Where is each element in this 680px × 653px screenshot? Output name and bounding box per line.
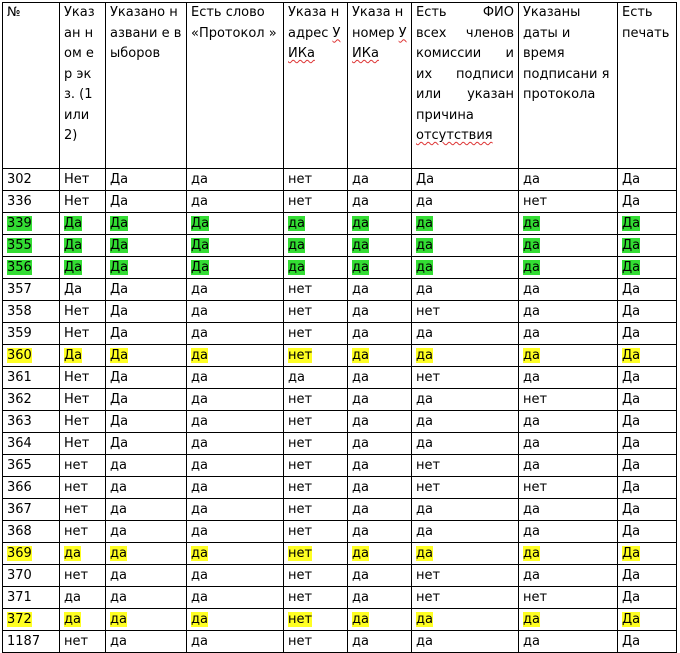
cell-election-name: Да: [106, 345, 187, 367]
cell-uik-number: да: [348, 389, 412, 411]
cell-uik-address: нет: [284, 301, 348, 323]
cell-election-name: да: [106, 543, 187, 565]
cell-protocol-word: Да: [187, 235, 284, 257]
cell-uik-address: нет: [284, 499, 348, 521]
cell-signing-date: да: [519, 609, 618, 631]
cell-uik-number: да: [348, 587, 412, 609]
cell-election-name: Да: [106, 279, 187, 301]
cell-election-name: Да: [106, 433, 187, 455]
cell-seal: Да: [618, 279, 677, 301]
header-seal: Есть печать: [618, 3, 677, 169]
header-members-signatures: Есть ФИО всех членов комиссии и их подписи или указан причина отсутствия: [412, 3, 519, 169]
cell-seal: Да: [618, 213, 677, 235]
cell-members-signatures: нет: [412, 367, 519, 389]
cell-copy-number: да: [60, 587, 106, 609]
cell-number: 359: [3, 323, 60, 345]
table-row: [3, 169, 677, 191]
cell-uik-number: да: [348, 609, 412, 631]
cell-signing-date: нет: [519, 191, 618, 213]
cell-number: 356: [3, 257, 60, 279]
cell-protocol-word: Да: [187, 257, 284, 279]
cell-number: 363: [3, 411, 60, 433]
cell-number: 336: [3, 191, 60, 213]
cell-signing-date: да: [519, 411, 618, 433]
cell-uik-address: да: [284, 257, 348, 279]
table-row: [3, 213, 677, 235]
cell-uik-address: нет: [284, 543, 348, 565]
cell-signing-date: да: [519, 257, 618, 279]
cell-uik-address: нет: [284, 345, 348, 367]
cell-uik-address: нет: [284, 609, 348, 631]
cell-uik-number: да: [348, 213, 412, 235]
cell-copy-number: да: [60, 609, 106, 631]
cell-copy-number: Нет: [60, 367, 106, 389]
cell-protocol-word: да: [187, 389, 284, 411]
cell-uik-address: нет: [284, 169, 348, 191]
cell-members-signatures: да: [412, 411, 519, 433]
cell-election-name: да: [106, 455, 187, 477]
cell-uik-number: да: [348, 543, 412, 565]
cell-number: 368: [3, 521, 60, 543]
cell-copy-number: Да: [60, 279, 106, 301]
cell-election-name: Да: [106, 213, 187, 235]
cell-uik-number: да: [348, 301, 412, 323]
table-row: [3, 191, 677, 213]
cell-copy-number: нет: [60, 631, 106, 653]
cell-uik-number: да: [348, 345, 412, 367]
cell-uik-address: нет: [284, 389, 348, 411]
cell-copy-number: Нет: [60, 411, 106, 433]
cell-uik-address: нет: [284, 323, 348, 345]
cell-uik-number: да: [348, 565, 412, 587]
cell-number: 365: [3, 455, 60, 477]
cell-uik-number: да: [348, 521, 412, 543]
cell-members-signatures: нет: [412, 565, 519, 587]
cell-signing-date: нет: [519, 477, 618, 499]
cell-number: 361: [3, 367, 60, 389]
cell-number: 364: [3, 433, 60, 455]
cell-seal: Да: [618, 609, 677, 631]
cell-uik-number: да: [348, 367, 412, 389]
cell-signing-date: да: [519, 345, 618, 367]
header-protocol-word: Есть слово «Протокол »: [187, 3, 284, 169]
table-row: [3, 587, 677, 609]
cell-seal: Да: [618, 543, 677, 565]
cell-number: 302: [3, 169, 60, 191]
table-row: [3, 455, 677, 477]
cell-protocol-word: да: [187, 367, 284, 389]
cell-protocol-word: да: [187, 345, 284, 367]
cell-election-name: да: [106, 499, 187, 521]
cell-uik-number: да: [348, 279, 412, 301]
cell-signing-date: да: [519, 235, 618, 257]
table-row: [3, 609, 677, 631]
cell-uik-address: нет: [284, 477, 348, 499]
header-copy-number: Указ ан ном ер экз. (1 или 2): [60, 3, 106, 169]
cell-protocol-word: да: [187, 587, 284, 609]
cell-uik-number: да: [348, 499, 412, 521]
cell-protocol-word: да: [187, 433, 284, 455]
header-election-name: Указано названи е выборов: [106, 3, 187, 169]
cell-election-name: Да: [106, 235, 187, 257]
cell-protocol-word: да: [187, 279, 284, 301]
cell-members-signatures: нет: [412, 587, 519, 609]
cell-copy-number: Нет: [60, 301, 106, 323]
cell-uik-address: да: [284, 213, 348, 235]
cell-seal: Да: [618, 235, 677, 257]
cell-seal: Да: [618, 323, 677, 345]
cell-copy-number: Нет: [60, 323, 106, 345]
table-row: [3, 411, 677, 433]
cell-copy-number: Нет: [60, 433, 106, 455]
cell-protocol-word: да: [187, 521, 284, 543]
cell-seal: Да: [618, 433, 677, 455]
cell-number: 360: [3, 345, 60, 367]
cell-election-name: да: [106, 609, 187, 631]
cell-election-name: Да: [106, 389, 187, 411]
cell-members-signatures: нет: [412, 477, 519, 499]
cell-uik-number: да: [348, 477, 412, 499]
cell-signing-date: да: [519, 543, 618, 565]
cell-members-signatures: Да: [412, 169, 519, 191]
table-row: [3, 367, 677, 389]
cell-uik-address: нет: [284, 521, 348, 543]
cell-members-signatures: да: [412, 279, 519, 301]
cell-number: 369: [3, 543, 60, 565]
cell-members-signatures: да: [412, 631, 519, 653]
cell-seal: Да: [618, 301, 677, 323]
cell-number: 357: [3, 279, 60, 301]
cell-election-name: Да: [106, 301, 187, 323]
cell-members-signatures: да: [412, 609, 519, 631]
cell-signing-date: да: [519, 279, 618, 301]
cell-protocol-word: да: [187, 323, 284, 345]
cell-uik-address: нет: [284, 455, 348, 477]
cell-seal: Да: [618, 169, 677, 191]
cell-members-signatures: да: [412, 389, 519, 411]
cell-number: 339: [3, 213, 60, 235]
cell-members-signatures: да: [412, 499, 519, 521]
cell-election-name: да: [106, 521, 187, 543]
cell-copy-number: Нет: [60, 389, 106, 411]
cell-uik-number: да: [348, 411, 412, 433]
cell-signing-date: нет: [519, 389, 618, 411]
cell-seal: Да: [618, 477, 677, 499]
cell-seal: Да: [618, 499, 677, 521]
table-body: [3, 169, 677, 653]
cell-seal: Да: [618, 565, 677, 587]
cell-seal: Да: [618, 367, 677, 389]
cell-protocol-word: да: [187, 565, 284, 587]
cell-protocol-word: да: [187, 455, 284, 477]
cell-copy-number: нет: [60, 455, 106, 477]
cell-signing-date: да: [519, 631, 618, 653]
cell-copy-number: Да: [60, 213, 106, 235]
cell-copy-number: Да: [60, 345, 106, 367]
cell-copy-number: Да: [60, 235, 106, 257]
table-row: [3, 631, 677, 653]
cell-uik-number: да: [348, 257, 412, 279]
cell-signing-date: нет: [519, 587, 618, 609]
cell-members-signatures: да: [412, 191, 519, 213]
cell-copy-number: Да: [60, 257, 106, 279]
cell-copy-number: нет: [60, 521, 106, 543]
cell-uik-number: да: [348, 433, 412, 455]
cell-protocol-word: да: [187, 411, 284, 433]
cell-number: 1187: [3, 631, 60, 653]
cell-number: 367: [3, 499, 60, 521]
cell-signing-date: да: [519, 367, 618, 389]
cell-signing-date: да: [519, 169, 618, 191]
cell-protocol-word: да: [187, 499, 284, 521]
cell-protocol-word: да: [187, 477, 284, 499]
cell-uik-address: да: [284, 367, 348, 389]
cell-number: 372: [3, 609, 60, 631]
cell-members-signatures: нет: [412, 455, 519, 477]
cell-copy-number: Нет: [60, 191, 106, 213]
cell-members-signatures: да: [412, 257, 519, 279]
cell-signing-date: да: [519, 213, 618, 235]
table-row: [3, 301, 677, 323]
cell-signing-date: да: [519, 433, 618, 455]
cell-members-signatures: да: [412, 521, 519, 543]
cell-members-signatures: да: [412, 323, 519, 345]
cell-seal: Да: [618, 521, 677, 543]
cell-copy-number: нет: [60, 499, 106, 521]
cell-members-signatures: да: [412, 345, 519, 367]
cell-protocol-word: да: [187, 191, 284, 213]
cell-election-name: Да: [106, 191, 187, 213]
table-row: [3, 323, 677, 345]
cell-election-name: да: [106, 565, 187, 587]
header-number: №: [3, 3, 60, 169]
cell-uik-address: нет: [284, 565, 348, 587]
cell-uik-address: нет: [284, 279, 348, 301]
cell-signing-date: да: [519, 323, 618, 345]
cell-election-name: да: [106, 477, 187, 499]
cell-signing-date: да: [519, 455, 618, 477]
cell-seal: Да: [618, 631, 677, 653]
cell-uik-number: да: [348, 191, 412, 213]
cell-copy-number: нет: [60, 477, 106, 499]
cell-signing-date: да: [519, 521, 618, 543]
cell-protocol-word: да: [187, 609, 284, 631]
cell-uik-number: да: [348, 235, 412, 257]
cell-seal: Да: [618, 257, 677, 279]
cell-signing-date: да: [519, 499, 618, 521]
protocol-check-table: [2, 2, 677, 653]
cell-members-signatures: да: [412, 543, 519, 565]
cell-election-name: Да: [106, 323, 187, 345]
cell-signing-date: да: [519, 301, 618, 323]
table-row: [3, 257, 677, 279]
table-row: [3, 235, 677, 257]
cell-members-signatures: да: [412, 433, 519, 455]
cell-number: 362: [3, 389, 60, 411]
cell-copy-number: да: [60, 543, 106, 565]
cell-number: 358: [3, 301, 60, 323]
cell-seal: Да: [618, 345, 677, 367]
cell-uik-number: да: [348, 169, 412, 191]
header-uik-number: Указа н номер УИКа: [348, 3, 412, 169]
table-row: [3, 279, 677, 301]
cell-uik-address: да: [284, 235, 348, 257]
cell-uik-address: нет: [284, 433, 348, 455]
cell-members-signatures: да: [412, 235, 519, 257]
cell-election-name: Да: [106, 169, 187, 191]
cell-number: 355: [3, 235, 60, 257]
table-row: [3, 345, 677, 367]
table-row: [3, 565, 677, 587]
cell-seal: Да: [618, 587, 677, 609]
cell-number: 370: [3, 565, 60, 587]
cell-copy-number: Нет: [60, 169, 106, 191]
cell-seal: Да: [618, 411, 677, 433]
cell-protocol-word: да: [187, 169, 284, 191]
cell-number: 371: [3, 587, 60, 609]
table-row: [3, 543, 677, 565]
cell-uik-address: нет: [284, 587, 348, 609]
table-row: [3, 521, 677, 543]
cell-uik-number: да: [348, 631, 412, 653]
cell-protocol-word: да: [187, 631, 284, 653]
cell-uik-address: нет: [284, 411, 348, 433]
cell-protocol-word: да: [187, 543, 284, 565]
cell-election-name: Да: [106, 411, 187, 433]
cell-uik-address: нет: [284, 191, 348, 213]
cell-seal: Да: [618, 191, 677, 213]
cell-number: 366: [3, 477, 60, 499]
cell-protocol-word: да: [187, 301, 284, 323]
cell-uik-number: да: [348, 323, 412, 345]
cell-election-name: Да: [106, 257, 187, 279]
header-uik-address: Указа н адрес УИКа: [284, 3, 348, 169]
cell-signing-date: да: [519, 565, 618, 587]
cell-election-name: Да: [106, 367, 187, 389]
cell-uik-number: да: [348, 455, 412, 477]
cell-members-signatures: да: [412, 213, 519, 235]
cell-protocol-word: Да: [187, 213, 284, 235]
header-signing-date: Указаны даты и время подписани я протокола: [519, 3, 618, 169]
cell-election-name: да: [106, 587, 187, 609]
table-row: [3, 433, 677, 455]
cell-seal: Да: [618, 389, 677, 411]
cell-members-signatures: нет: [412, 301, 519, 323]
header-row: [3, 3, 677, 169]
table-row: [3, 499, 677, 521]
cell-seal: Да: [618, 455, 677, 477]
table-row: [3, 477, 677, 499]
cell-election-name: да: [106, 631, 187, 653]
table-row: [3, 389, 677, 411]
cell-uik-address: нет: [284, 631, 348, 653]
cell-copy-number: нет: [60, 565, 106, 587]
